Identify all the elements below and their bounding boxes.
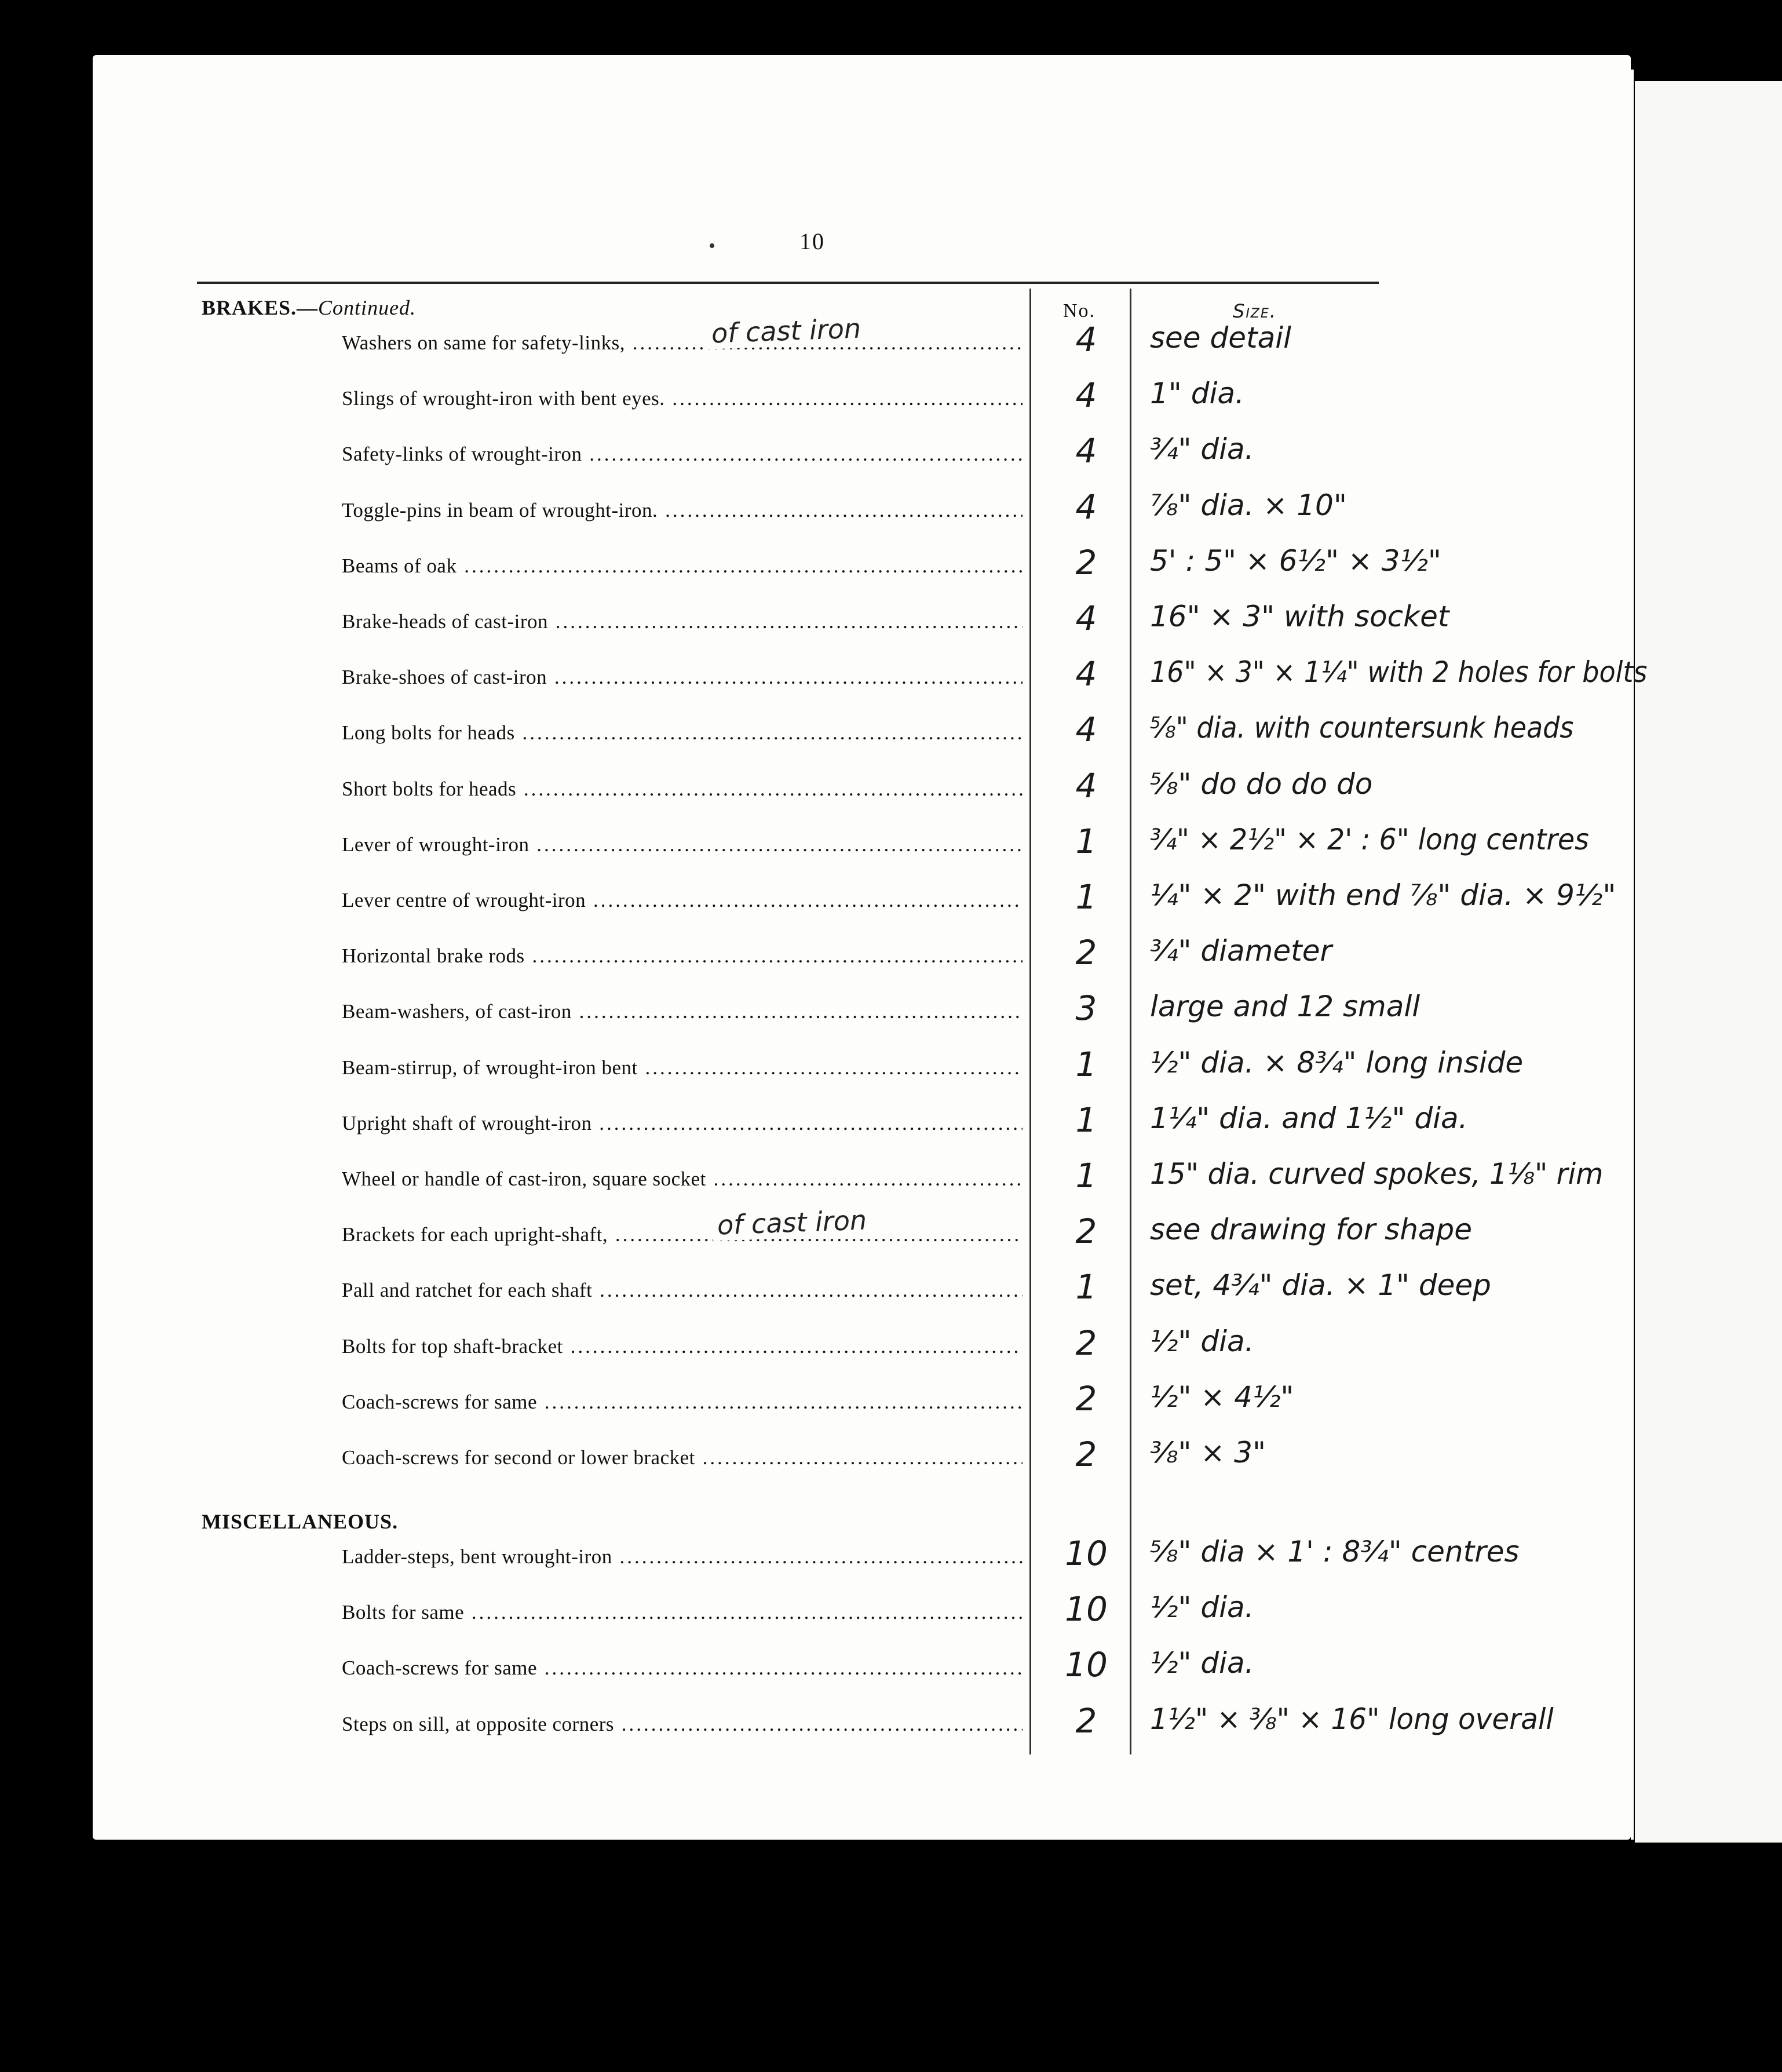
- ink-dot: [710, 243, 714, 248]
- item-quantity: 2: [1075, 1212, 1097, 1251]
- table-row: [342, 1328, 1025, 1363]
- item-description: Lever of wrought-iron .....: [342, 833, 1023, 856]
- table-row: [342, 1439, 1025, 1474]
- item-description: Washers on same for safety-links, .....: [342, 331, 1023, 355]
- item-description: Slings of wrought-iron with bent eyes. .....: [342, 387, 1023, 410]
- item-quantity: 1: [1075, 822, 1097, 861]
- item-description: Steps on sill, at opposite corners .....: [342, 1713, 1023, 1736]
- item-size: see drawing for shape: [1150, 1213, 1473, 1246]
- item-description: Long bolts for heads .....: [342, 721, 1023, 745]
- item-description: Toggle-pins in beam of wrought-iron. .....: [342, 499, 1023, 522]
- item-description: Brake-heads of cast-iron .....: [342, 610, 1023, 633]
- column-divider-no: [1029, 289, 1031, 1754]
- table-row: [342, 1706, 1025, 1741]
- item-description: Bolts for top shaft-bracket .....: [342, 1335, 1023, 1358]
- item-description: Bolts for same .....: [342, 1601, 1023, 1624]
- item-size: ⅞" dia. × 10": [1150, 488, 1347, 522]
- section-title: [202, 296, 416, 320]
- table-row: [342, 1272, 1025, 1307]
- item-quantity: 4: [1075, 487, 1097, 527]
- item-quantity: 4: [1075, 431, 1097, 470]
- item-description: Beam-stirrup, of wrought-iron bent .....: [342, 1056, 1023, 1079]
- table-row: [342, 1538, 1025, 1573]
- handwritten-insertion: of cast iron: [712, 1204, 872, 1241]
- item-quantity: 10: [1065, 1645, 1108, 1684]
- item-quantity: 4: [1075, 599, 1097, 638]
- table-row: [342, 548, 1025, 582]
- table-row: [342, 1650, 1025, 1684]
- item-description: Safety-links of wrought-iron .....: [342, 443, 1023, 466]
- item-size: ¾" × 2½" × 2' : 6" long centres: [1150, 823, 1589, 856]
- item-quantity: 2: [1075, 1379, 1097, 1418]
- table-row: [342, 1384, 1025, 1418]
- table-row: [342, 1105, 1025, 1140]
- item-description: Lever centre of wrought-iron .....: [342, 889, 1023, 912]
- table-row: [342, 436, 1025, 470]
- item-quantity: 2: [1075, 1701, 1097, 1741]
- item-size: ½" dia.: [1150, 1591, 1254, 1624]
- item-description: Coach-screws for same .....: [342, 1657, 1023, 1680]
- table-row: [342, 882, 1025, 917]
- item-size: 16" × 3" × 1¼" with 2 holes for bolts: [1150, 655, 1648, 689]
- item-size: ¼" × 2" with end ⅞" dia. × 9½": [1150, 878, 1616, 912]
- item-description: Pall and ratchet for each shaft .....: [342, 1279, 1023, 1302]
- table-row: [342, 659, 1025, 694]
- item-quantity: 2: [1075, 1323, 1097, 1363]
- item-size: ½" dia.: [1150, 1646, 1254, 1680]
- item-quantity: 1: [1075, 1156, 1097, 1195]
- table-row: [342, 492, 1025, 527]
- table-row: [342, 1594, 1025, 1629]
- item-size: 5' : 5" × 6½" × 3½": [1150, 544, 1441, 578]
- item-description: Ladder-steps, bent wrought-iron .....: [342, 1545, 1023, 1568]
- item-description: Short bolts for heads .....: [342, 778, 1023, 801]
- item-size: 15" dia. curved spokes, 1⅛" rim: [1150, 1157, 1604, 1191]
- adjacent-page: [1635, 81, 1782, 1843]
- table-row: [342, 380, 1025, 415]
- table-row: [342, 1204, 1025, 1251]
- item-description: Beams of oak .....: [342, 555, 1023, 578]
- item-size: ¾" diameter: [1150, 934, 1332, 968]
- section-title-suffix: Continued.: [318, 296, 417, 319]
- item-size: 1½" × ⅜" × 16" long overall: [1150, 1702, 1554, 1736]
- item-quantity: 1: [1075, 1045, 1097, 1084]
- column-divider-size: [1130, 289, 1131, 1754]
- item-size: ⅝" dia × 1' : 8¾" centres: [1150, 1535, 1520, 1568]
- item-quantity: 4: [1075, 320, 1097, 359]
- table-row: [342, 1049, 1025, 1084]
- item-quantity: 2: [1075, 1435, 1097, 1474]
- item-size: ⅝" do do do do: [1150, 767, 1373, 801]
- table-row: [342, 826, 1025, 861]
- item-size: ⅜" × 3": [1150, 1436, 1266, 1469]
- item-description: Wheel or handle of cast-iron, square socket .....: [342, 1168, 1023, 1191]
- item-description: Brake-shoes of cast-iron .....: [342, 666, 1023, 689]
- item-quantity: 2: [1075, 543, 1097, 582]
- table-row: [342, 937, 1025, 972]
- item-size: ¾" dia.: [1150, 432, 1254, 466]
- item-size: ½" dia.: [1150, 1325, 1254, 1358]
- column-header-no: No.: [1063, 300, 1096, 322]
- item-size: 1" dia.: [1150, 377, 1244, 410]
- section-title: [202, 1509, 398, 1534]
- item-description: Beam-washers, of cast-iron .....: [342, 1000, 1023, 1023]
- item-quantity: 1: [1075, 1100, 1097, 1140]
- item-description: Coach-screws for same .....: [342, 1391, 1023, 1414]
- page-edge: [1631, 70, 1634, 1840]
- item-size: see detail: [1150, 321, 1291, 355]
- table-row: [342, 1161, 1025, 1195]
- table-row: [342, 603, 1025, 638]
- item-size: 16" × 3" with socket: [1150, 600, 1449, 633]
- table-row: [342, 993, 1025, 1028]
- item-size: set, 4¾" dia. × 1" deep: [1150, 1268, 1491, 1302]
- item-size: ½" dia. × 8¾" long inside: [1150, 1046, 1524, 1079]
- item-description: Coach-screws for second or lower bracket .....: [342, 1446, 1023, 1469]
- item-size: 1¼" dia. and 1½" dia.: [1150, 1101, 1468, 1135]
- item-description: Horizontal brake rods .....: [342, 944, 1023, 968]
- table-row: [342, 312, 1025, 359]
- item-size: ½" × 4½": [1150, 1380, 1294, 1414]
- section-title-text: BRAKES.—: [202, 296, 319, 319]
- item-size: large and 12 small: [1150, 990, 1421, 1023]
- item-quantity: 4: [1075, 766, 1097, 805]
- header-rule: [197, 282, 1379, 284]
- item-quantity: 4: [1075, 375, 1097, 415]
- item-quantity: 1: [1075, 1267, 1097, 1307]
- handwritten-insertion: of cast iron: [706, 312, 866, 349]
- item-description: Upright shaft of wrought-iron .....: [342, 1112, 1023, 1135]
- item-quantity: 2: [1075, 933, 1097, 972]
- item-quantity: 4: [1075, 654, 1097, 694]
- table-row: [342, 714, 1025, 749]
- column-header-size: Size.: [1233, 300, 1277, 322]
- item-quantity: 10: [1065, 1589, 1108, 1629]
- item-quantity: 10: [1065, 1534, 1108, 1573]
- item-quantity: 4: [1075, 710, 1097, 749]
- item-quantity: 1: [1075, 877, 1097, 917]
- page-number: 10: [799, 228, 825, 254]
- item-size: ⅝" dia. with countersunk heads: [1150, 711, 1574, 745]
- table-row: [342, 771, 1025, 805]
- item-quantity: 3: [1075, 988, 1097, 1028]
- item-description: Brackets for each upright-shaft, .....: [342, 1223, 1023, 1246]
- section-title-text: MISCELLANEOUS.: [202, 1510, 399, 1533]
